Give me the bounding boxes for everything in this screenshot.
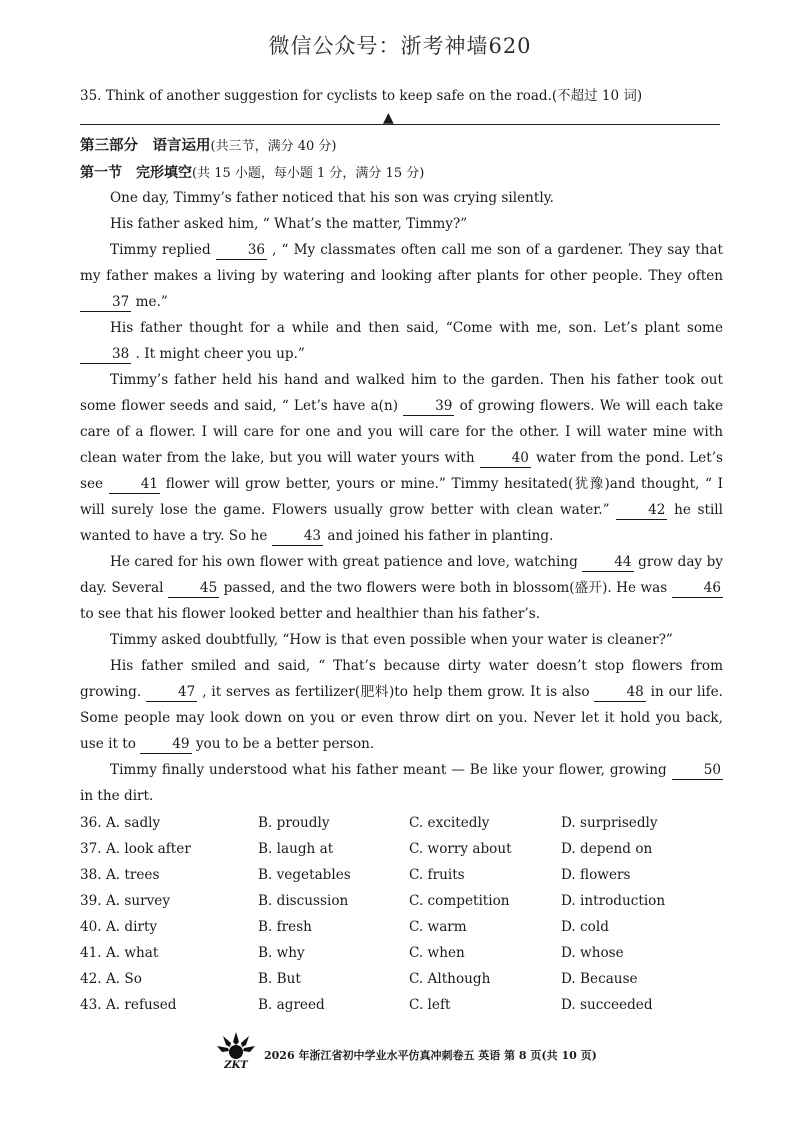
passage-text: he still wanted to have a try. So he [80,502,723,544]
option-row [80,893,740,919]
option-d: D. depend on [561,841,653,857]
passage-paragraph: His father asked him, “ What’s the matter, Timmy?” [110,216,468,232]
option-c: C. competition [409,893,510,909]
blank-48: 48 [594,684,645,702]
passage-paragraph [80,237,723,315]
option-c: C. left [409,997,451,1013]
passage-text: His father smiled and said, “ That’s because dirty water doesn’t stop flowers from growing. [80,658,723,700]
footer-text: 2026 年浙江省初中学业水平仿真冲刺卷五 英语 第 8 页(共 10 页) [264,1049,597,1062]
option-b: B. laugh at [258,841,334,857]
passage-paragraph [80,367,723,549]
option-row [80,997,740,1023]
page-footer [214,1030,597,1070]
blank-50: 50 [672,762,723,780]
triangle-marker: ▲ [383,110,394,126]
option-d: D. flowers [561,867,631,883]
option-d: D. cold [561,919,609,935]
section-title [80,162,424,182]
blank-43: 43 [272,528,323,546]
passage-paragraph [80,315,723,367]
blank-47: 47 [146,684,197,702]
passage-text: in the dirt. [80,788,154,804]
passage-text: you to be a better person. [191,736,375,752]
section-divider [80,124,720,125]
question-35: 35. Think of another suggestion for cyclists to keep safe on the road.(不超过 10 词) [80,88,643,104]
part-title-note: (共三节，满分 40 分) [210,139,337,154]
option-a: 39. A. survey [80,893,171,909]
passage-text: , “ My classmates often call me son of a gardener. They say that my father makes a living by watering and looking after plants for other people. They often [80,242,723,284]
blank-37: 37 [80,294,131,312]
passage-text: . It might cheer you up.” [131,346,305,362]
passage-text: flower will grow better, yours or mine.” Timmy hesitated(犹豫)and thought, “ I will surely lose the game. Flowers usually grow better with clean water.” [80,476,724,518]
blank-49: 49 [140,736,191,754]
option-b: B. why [258,945,305,961]
option-d: D. whose [561,945,624,961]
option-row [80,815,740,841]
blank-44: 44 [582,554,633,572]
option-row [80,919,740,945]
option-a: 41. A. what [80,945,159,961]
part-title-text: 第三部分 语言运用 [80,137,211,154]
cloze-passage [80,185,723,809]
option-c: C. fruits [409,867,465,883]
passage-text: He cared for his own flower with great patience and love, watching [110,554,583,570]
passage-text: Timmy replied [110,242,216,258]
passage-text: Timmy’s father held his hand and walked him to the garden. Then his father took out some flower seeds and said, “ Let’s have a(n) [80,372,723,414]
option-b: B. vegetables [258,867,351,883]
passage-paragraph [80,549,723,627]
option-a: 37. A. look after [80,841,191,857]
option-d: D. succeeded [561,997,653,1013]
part-title [80,134,336,155]
blank-40: 40 [480,450,531,468]
option-row [80,971,740,997]
option-b: B. proudly [258,815,330,831]
passage-paragraph: One day, Timmy’s father noticed that his son was crying silently. [110,190,554,206]
option-c: C. Although [409,971,491,987]
option-b: B. discussion [258,893,349,909]
option-d: D. Because [561,971,638,987]
watermark: 微信公众号：浙考神墙620 [268,34,532,58]
passage-paragraph: Timmy asked doubtfully, “How is that even possible when your water is cleaner?” [110,632,673,648]
passage-text: grow day by day. Several [80,554,723,596]
option-b: B. fresh [258,919,312,935]
option-row [80,945,740,971]
option-a: 38. A. trees [80,867,160,883]
passage-paragraph [80,653,723,757]
option-c: C. warm [409,919,467,935]
blank-45: 45 [168,580,219,598]
passage-text: , it serves as fertilizer(肥料)to help them grow. It is also [197,684,595,700]
option-c: C. when [409,945,465,961]
section-title-note: (共 15 小题，每小题 1 分，满分 15 分) [192,166,425,181]
blank-38: 38 [80,346,131,364]
passage-text: and joined his father in planting. [323,528,554,544]
answer-options [80,815,740,1023]
option-c: C. worry about [409,841,512,857]
option-row [80,841,740,867]
passage-text: to see that his flower looked better and healthier than his father’s. [80,606,541,622]
blank-36: 36 [216,242,267,260]
blank-46: 46 [672,580,723,598]
option-a: 43. A. refused [80,997,177,1013]
option-c: C. excitedly [409,815,490,831]
publisher-logo-icon [214,1030,258,1070]
option-a: 42. A. So [80,971,142,987]
option-row [80,867,740,893]
option-a: 40. A. dirty [80,919,158,935]
passage-text: me.” [131,294,168,310]
option-b: B. agreed [258,997,325,1013]
passage-paragraph [80,757,723,809]
option-d: D. introduction [561,893,666,909]
blank-42: 42 [616,502,667,520]
option-b: B. But [258,971,301,987]
blank-39: 39 [403,398,454,416]
section-title-text: 第一节 完形填空 [80,165,192,181]
passage-text: passed, and the two flowers were both in blossom(盛开). He was [219,580,672,596]
passage-text: in our life. Some people may look down on you or even throw dirt on you. Never let it hold you back, use it to [80,684,723,752]
blank-41: 41 [109,476,160,494]
publisher-logo-text: ZKT [224,1060,248,1070]
passage-text: His father thought for a while and then said, “Come with me, son. Let’s plant some [110,320,723,336]
passage-text: Timmy finally understood what his father meant — Be like your flower, growing [110,762,672,778]
passage-text: of growing flowers. We will each take care of a flower. I will care for one and you will care for the other. I will water mine with clean water from the lake, but you will water yours with [80,398,723,466]
option-d: D. surprisedly [561,815,658,831]
option-a: 36. A. sadly [80,815,161,831]
passage-text: water from the pond. Let’s see [80,450,723,492]
